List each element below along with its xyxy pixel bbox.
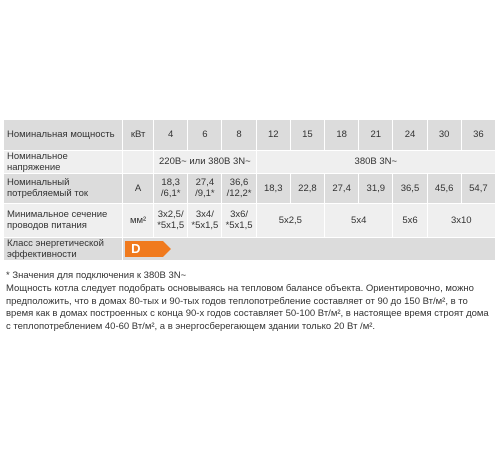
voltage-low: 220В~ или 380В 3N~ — [154, 150, 257, 173]
power-row — [4, 120, 496, 150]
power-value: 15 — [290, 120, 324, 150]
current-value: 18,3 /6,1* — [154, 173, 188, 203]
energy-class-badge: D — [125, 241, 163, 257]
current-value: 27,4 /9,1* — [188, 173, 222, 203]
power-value: 6 — [188, 120, 222, 150]
current-value: 31,9 — [359, 173, 393, 203]
wires-value: 5х2,5 — [256, 203, 324, 237]
wires-row — [4, 203, 496, 237]
wires-value: 3х10 — [427, 203, 495, 237]
voltage-unit — [123, 150, 154, 173]
current-unit: А — [123, 173, 154, 203]
wires-unit: мм² — [123, 203, 154, 237]
current-value: 54,7 — [461, 173, 495, 203]
energy-label: Класс энергетической эффективности — [4, 237, 123, 260]
wires-value: 3х4/ *5х1,5 — [188, 203, 222, 237]
wires-label: Минимальное сечение проводов питания — [4, 203, 123, 237]
power-value: 12 — [256, 120, 290, 150]
power-unit: кВт — [123, 120, 154, 150]
current-row — [4, 173, 496, 203]
energy-row — [4, 237, 496, 260]
footnote: * Значения для подключения к 380В 3N~ — [6, 270, 187, 281]
current-value: 22,8 — [290, 173, 324, 203]
power-value: 30 — [427, 120, 461, 150]
power-label: Номинальная мощность — [4, 120, 123, 150]
power-value: 21 — [359, 120, 393, 150]
energy-class-cell — [123, 237, 496, 260]
current-value: 27,4 — [325, 173, 359, 203]
voltage-high: 380В 3N~ — [256, 150, 495, 173]
power-value: 4 — [154, 120, 188, 150]
specifications-table — [4, 120, 496, 261]
wires-value: 5х6 — [393, 203, 427, 237]
voltage-label: Номинальное напряжение — [4, 150, 123, 173]
power-value: 18 — [325, 120, 359, 150]
wires-value: 3х6/ *5х1,5 — [222, 203, 256, 237]
wires-value: 5х4 — [325, 203, 393, 237]
voltage-row — [4, 150, 496, 173]
power-value: 8 — [222, 120, 256, 150]
current-label: Номинальный потребляемый ток — [4, 173, 123, 203]
current-value: 45,6 — [427, 173, 461, 203]
power-value: 24 — [393, 120, 427, 150]
power-value: 36 — [461, 120, 495, 150]
description-paragraph: Мощность котла следует подобрать основываясь на тепловом балансе объекта. Ориентировочно, можно предположить, что в домах 80-тых и 90-тых годов теплопотребление составляет от 90 до 150 Вт/м², в то время как в домах построенных с конца 90-х годов составляет 50-100 Вт/м², в настоящее время строят дома с теплопотреблением 40-60 Вт/м², а в энергосберегающем здании только 20 Вт /м². — [6, 283, 489, 332]
current-value: 36,5 — [393, 173, 427, 203]
current-value: 18,3 — [256, 173, 290, 203]
current-value: 36,6 /12,2* — [222, 173, 256, 203]
wires-value: 3х2,5/ *5х1,5 — [154, 203, 188, 237]
